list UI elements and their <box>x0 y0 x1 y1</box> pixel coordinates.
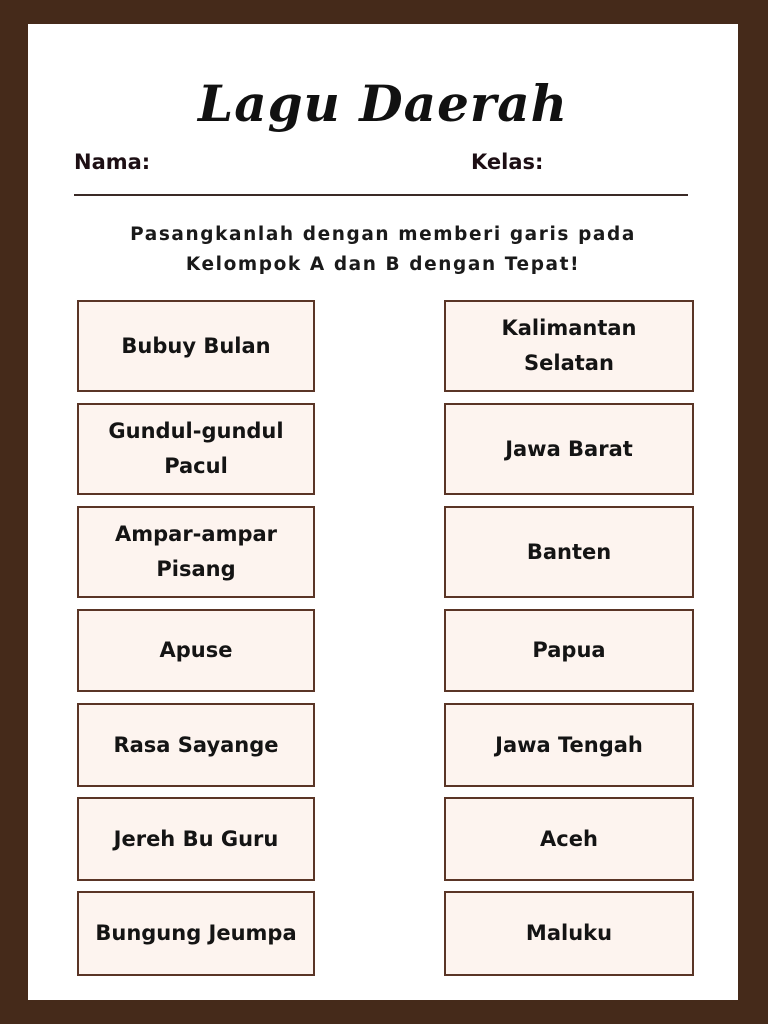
worksheet-page <box>28 24 738 1000</box>
box-text-line: Bubuy Bulan <box>121 333 271 358</box>
group-a-box[interactable] <box>77 891 315 976</box>
name-class-fill-line <box>74 194 688 196</box>
instruction-line-1: Pasangkanlah dengan memberi garis pada <box>130 224 636 245</box>
group-a-box[interactable] <box>77 403 315 495</box>
box-text-line: Jawa Barat <box>505 436 633 461</box>
box-text-line: Pacul <box>164 454 228 478</box>
box-text-line: Rasa Sayange <box>113 732 279 757</box>
box-text-line: Ampar-ampar <box>114 522 278 546</box>
group-b-box[interactable] <box>444 797 694 881</box>
box-text-line: Banten <box>526 539 612 564</box>
group-a-box[interactable] <box>77 506 315 598</box>
class-label: Kelas: <box>471 150 544 174</box>
group-a-box[interactable] <box>77 797 315 881</box>
box-text-line: Gundul-gundul <box>108 419 284 443</box>
group-b-box[interactable] <box>444 609 694 692</box>
group-a-box[interactable] <box>77 703 315 787</box>
name-label: Nama: <box>74 150 151 174</box>
box-text-line: Pisang <box>156 557 236 581</box>
group-b-box[interactable] <box>444 300 694 392</box>
group-b-box[interactable] <box>444 403 694 495</box>
box-text-line: Papua <box>532 638 606 662</box>
box-text-line: Kalimantan <box>501 316 637 340</box>
box-text-line: Bungung Jeumpa <box>95 921 297 945</box>
group-b-box[interactable] <box>444 506 694 598</box>
group-a-box[interactable] <box>77 609 315 692</box>
instruction-text <box>28 220 738 280</box>
instruction-line-2: Kelompok A dan B dengan Tepat! <box>185 254 581 275</box>
group-a-box[interactable] <box>77 300 315 392</box>
box-text-line: Selatan <box>524 351 614 375</box>
box-text-line: Apuse <box>159 638 233 662</box>
box-text-line: Jawa Tengah <box>495 732 643 757</box>
group-b-box[interactable] <box>444 703 694 787</box>
box-text-line: Maluku <box>525 921 613 945</box>
box-text-line: Aceh <box>540 826 598 851</box>
worksheet-title: Lagu Daerah <box>198 74 568 133</box>
box-text-line: Jereh Bu Guru <box>113 826 279 851</box>
group-b-box[interactable] <box>444 891 694 976</box>
